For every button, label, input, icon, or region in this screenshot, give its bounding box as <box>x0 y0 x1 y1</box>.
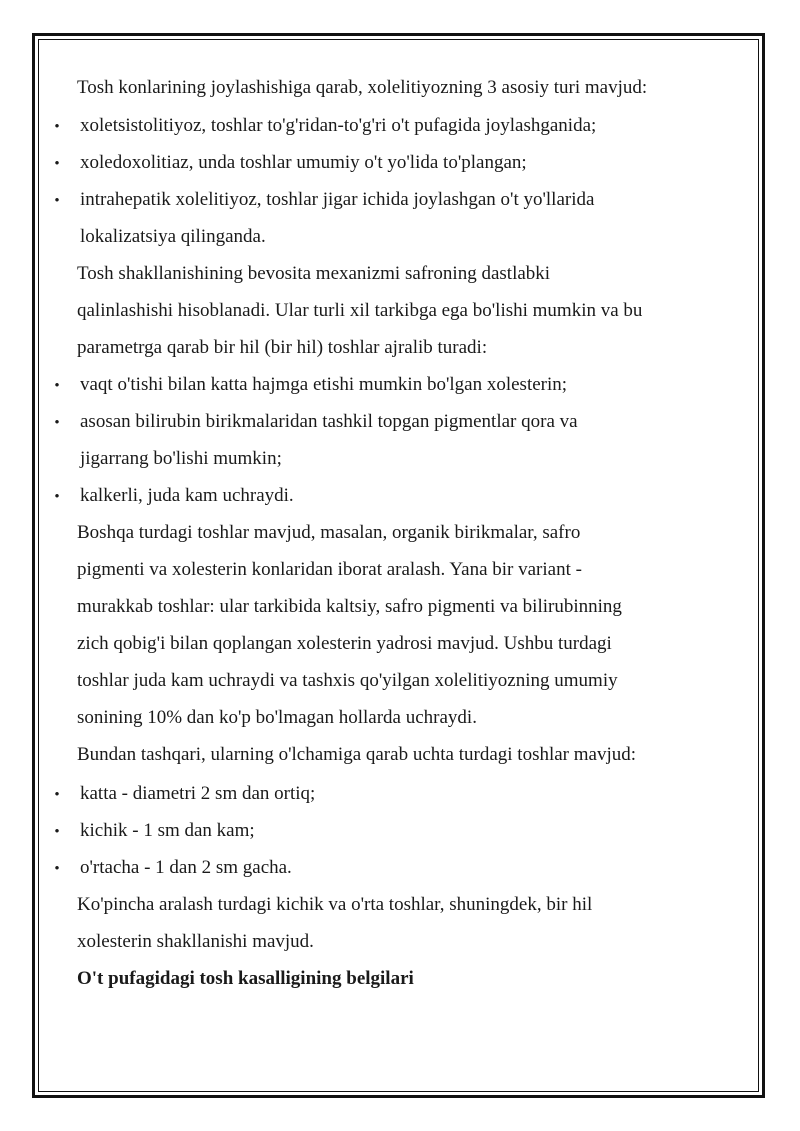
bullet: • <box>54 861 60 877</box>
section-heading: O't pufagidagi tosh kasalligining belgilari <box>77 968 414 989</box>
list-item-composition-continued: jigarrang bo'lishi mumkin; <box>80 448 282 469</box>
list-item-location: xoletsistolitiyoz, toshlar to'g'ridan-to'g'ri o't pufagida joylashganida; <box>80 115 597 136</box>
list-item-composition: kalkerli, juda kam uchraydi. <box>80 485 294 506</box>
list-item-composition: vaqt o'tishi bilan katta hajmga etishi mumkin bo'lgan xolesterin; <box>80 374 568 395</box>
bullet: • <box>54 193 60 209</box>
list-item-composition: asosan bilirubin birikmalaridan tashkil topgan pigmentlar qora va <box>80 411 578 432</box>
intro-text: Tosh konlarining joylashishiga qarab, xolelitiyozning 3 asosiy turi mavjud: <box>77 77 648 98</box>
paragraph-line: toshlar juda kam uchraydi va tashxis qo'yilgan xolelitiyozning umumiy <box>77 670 618 691</box>
list-item-size: katta - diametri 2 sm dan ortiq; <box>80 783 316 804</box>
bullet: • <box>54 156 60 172</box>
list-item-location-continued: lokalizatsiya qilinganda. <box>80 226 266 247</box>
paragraph-line: Boshqa turdagi toshlar mavjud, masalan, organik birikmalar, safro <box>77 522 581 543</box>
paragraph-line: Ko'pincha aralash turdagi kichik va o'rta toshlar, shuningdek, bir hil <box>77 894 593 915</box>
paragraph-line: murakkab toshlar: ular tarkibida kaltsiy, safro pigmenti va bilirubinning <box>77 596 622 617</box>
bullet: • <box>54 489 60 505</box>
list-item-size: kichik - 1 sm dan kam; <box>80 820 255 841</box>
bullet: • <box>54 787 60 803</box>
paragraph-line: xolesterin shakllanishi mavjud. <box>77 931 314 952</box>
paragraph-line: pigmenti va xolesterin konlaridan iborat aralash. Yana bir variant - <box>77 559 582 580</box>
size-intro-text: Bundan tashqari, ularning o'lchamiga qarab uchta turdagi toshlar mavjud: <box>77 744 637 765</box>
list-item-size: o'rtacha - 1 dan 2 sm gacha. <box>80 857 292 878</box>
bullet: • <box>54 824 60 840</box>
paragraph-line: parametrga qarab bir hil (bir hil) toshlar ajralib turadi: <box>77 337 488 358</box>
list-item-location: intrahepatik xolelitiyoz, toshlar jigar ichida joylashgan o't yo'llarida <box>80 189 595 210</box>
paragraph-line: sonining 10% dan ko'p bo'lmagan hollarda uchraydi. <box>77 707 477 728</box>
bullet: • <box>54 119 60 135</box>
list-item-location: xoledoxolitiaz, unda toshlar umumiy o't yo'lida to'plangan; <box>80 152 527 173</box>
paragraph-line: Tosh shakllanishining bevosita mexanizmi safroning dastlabki <box>77 263 551 284</box>
paragraph-line: zich qobig'i bilan qoplangan xolesterin yadrosi mavjud. Ushbu turdagi <box>77 633 612 654</box>
paragraph-line: qalinlashishi hisoblanadi. Ular turli xil tarkibga ega bo'lishi mumkin va bu <box>77 300 643 321</box>
bullet: • <box>54 415 60 431</box>
bullet: • <box>54 378 60 394</box>
